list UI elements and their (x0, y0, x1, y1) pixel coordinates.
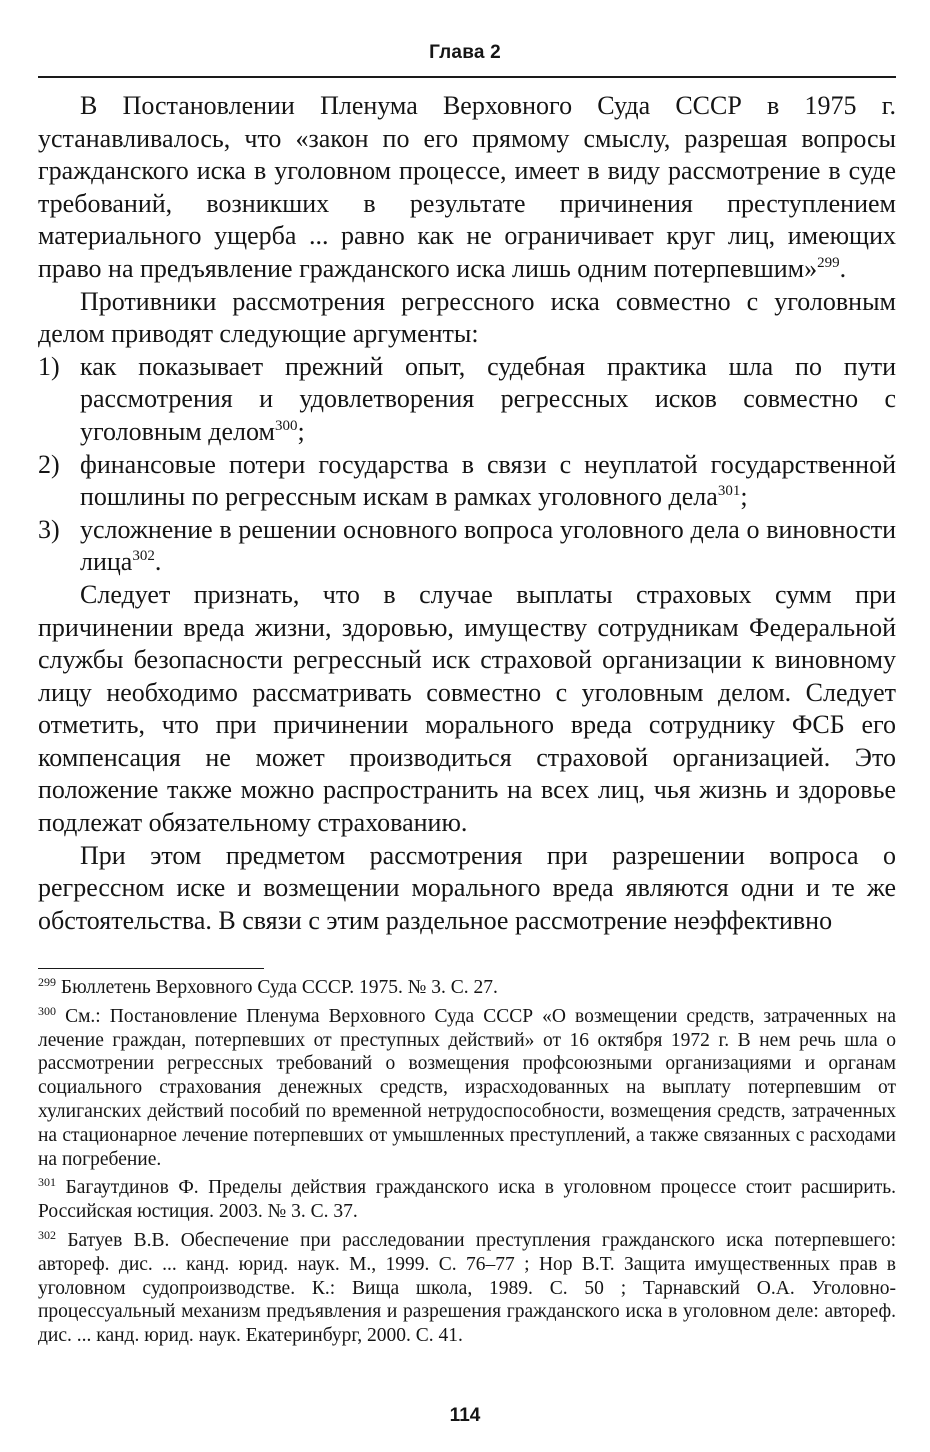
footnote-301 (38, 1176, 896, 1224)
footnote-ref-300[interactable]: 300 (274, 417, 298, 434)
footnote-ref-299[interactable]: 299 (817, 254, 840, 271)
paragraph-3: Следует признать, что в случае выплаты страховых сумм при причинении вреда жизни, здоровью, имуществу сотрудникам Федеральной службы безопасности регрессный иск страховой организации к виновному лицу необходимо рассматривать совместно с уголовным делом. Следует отметить, что при причинении морального вреда сотруднику ФСБ его компенсация не может производиться страховой организацией. Это положение также можно распространить на всех лиц, чья жизнь и здоровье подлежат обязательному страхованию. (38, 579, 896, 838)
list-item-number: 2) (38, 449, 60, 479)
paragraph-1-tail: . (839, 253, 847, 283)
list-item-text: финансовые потери государства в связи с неуплатой государственной пошлины по регрессным искам в рамках уголовного дела (80, 449, 896, 512)
footnote-text: См.: Постановление Пленума Верховного Суда СССР «О возмещении средств, затраченных на лечение граждан, потерпевших от преступных действий» от 16 октября 1972 г. В нем речь шла о рассмотрении регрессных требований о возмещения профсоюзными организациями и органам социального страхования денежных средств, израсходованных на выплату потерпевшим от хулиганских действий пособий по временной нетрудоспособности, возмещения средств, затраченных на стационарное лечение потерпевших от умышленных преступлений, а также связанных с расходами на погребение. (38, 1005, 896, 1170)
page-number: 114 (449, 1405, 481, 1426)
footnote-number: 301 (38, 1175, 56, 1190)
header-rule (38, 76, 896, 78)
list-item-text: усложнение в решении основного вопроса уголовного дела о виновности лица (80, 514, 896, 577)
list-item (38, 351, 896, 449)
footnote-text: Батуев В.В. Обеспечение при расследовании преступления гражданского иска потерпевшего: автореф. дис. ... канд. юрид. наук. М., 1999. С. 76–77 ; Нор В.Т. Защита имущественных прав в уголовном судопроизводстве. К.: Вища школа, 1989. С. 50 ; Тарнавский О.А. Уголовно-процессуальный механизм предъявления и разрешения гражданского иска в уголовном деле: автореф. дис. ... канд. юрид. наук. Екатеринбург, 2000. С. 41. (38, 1229, 896, 1347)
footnote-text: Бюллетень Верховного Суда СССР. 1975. № 3. С. 27. (60, 977, 498, 998)
footnote-number: 299 (38, 975, 56, 989)
footnotes (38, 976, 896, 1353)
list-item (38, 514, 896, 579)
list-item (38, 449, 896, 514)
footnote-299 (38, 976, 896, 1000)
running-header: Глава 2 (429, 42, 501, 63)
paragraph-2: Противники рассмотрения регрессного иска совместно с уголовным делом приводят следующие аргументы: (38, 286, 896, 349)
paragraph-1-text: В Постановлении Пленума Верховного Суда СССР в 1975 г. устанавливалось, что «закон по его прямому смыслу, разрешая вопросы гражданского иска в уголовном процессе, имеет в виду рассмотрение в суде требований, возникших в результате причинения преступлением материального ущерба ... равно как не ограничивает круг лиц, имеющих право на предъявление гражданского иска лишь одним потерпевшим» (38, 91, 896, 283)
list-item-number: 1) (38, 351, 60, 381)
list-item-tail: ; (740, 482, 748, 512)
footnote-ref-301[interactable]: 301 (717, 483, 741, 500)
footnote-number: 302 (38, 1227, 56, 1242)
footnote-300 (38, 1005, 896, 1172)
list-item-text: как показывает прежний опыт, судебная практика шла по пути рассмотрения и удовлетворения регрессных исков совместно с уголовным делом (80, 351, 896, 446)
list-item-tail: . (154, 547, 162, 577)
footnote-302 (38, 1229, 896, 1348)
arguments-list (38, 351, 896, 579)
footnote-text: Багаутдинов Ф. Пределы действия гражданского иска в уголовном процессе стоит расширить. Российская юстиция. 2003. № 3. С. 37. (38, 1177, 896, 1223)
footnote-separator (38, 968, 264, 969)
list-item-number: 3) (38, 514, 60, 544)
footnote-number: 300 (38, 1003, 56, 1018)
paragraph-4: При этом предметом рассмотрения при разрешении вопроса о регрессном иске и возмещении морального вреда являются одни и те же обстоятельства. В связи с этим раздельное рассмотрение неэффективно (38, 840, 896, 935)
paragraph-1 (38, 90, 896, 286)
main-text (38, 90, 896, 937)
list-item-tail: ; (297, 416, 305, 446)
footnote-ref-302[interactable]: 302 (132, 548, 155, 565)
